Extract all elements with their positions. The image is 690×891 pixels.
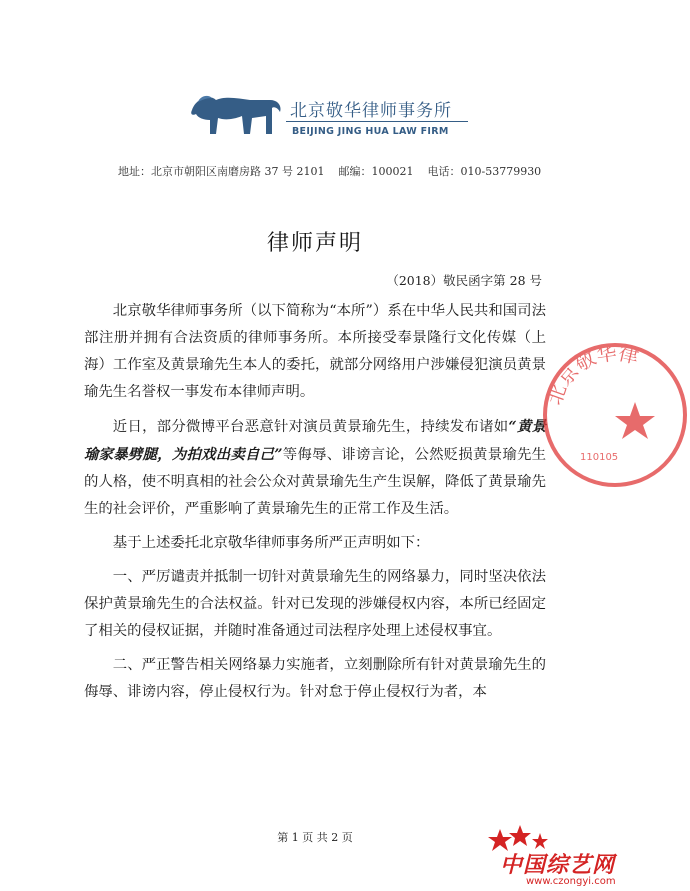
watermark-name: 中国综艺网 [500,853,616,878]
quoted-rumor-text: “黄景瑜家暴劈腿，为拍戏出卖自己” [84,418,546,463]
document-title: 律师声明 [266,231,363,256]
contact-line [118,163,555,179]
firm-name-divider [286,121,468,122]
svg-text:北京敬华律: 北京敬华律 [541,340,642,408]
paragraph-text: 等侮辱、诽谤言论，公然贬损黄景瑜先生的人格，使不明真相的社会公众对黄景瑜先生产生误解，降低了黄景瑜先生的社会评价，严重影响了黄景瑜先生的正常工作及生活。 [84,447,546,517]
paragraph-text: 近日，部分微博平台恶意针对演员黄景瑜先生，持续发布诸如 [112,419,509,435]
paragraph-text: 一、严厉谴责并抵制一切针对黄景瑜先生的网络暴力，同时坚决依法保护黄景瑜先生的合法权益。针对已发现的涉嫌侵权内容，本所已经固定了相关的侵权证据，并随时准备通过司法程序处理上述侵权事宜。 [84,569,546,639]
paragraph-text: 二、严正警告相关网络暴力实施者，立刻删除所有针对黄景瑜先生的侮辱、诽谤内容，停止侵权行为。针对怠于停止侵权行为者，本 [84,657,546,700]
firm-name-cn: 北京敬华律师事务所 [290,101,452,121]
document-body [84,298,546,713]
paragraph-item-2 [84,652,546,706]
lion-logo-icon [186,90,286,142]
paragraph-text: 基于上述委托北京敬华律师事务所严正声明如下： [112,535,430,551]
red-seal-stamp [540,340,690,490]
paragraph-text: 北京敬华律师事务所（以下简称为“本所”）系在中华人民共和国司法部注册并拥有合法资质的律师事务所。本所接受奉景隆行文化传媒（上海）工作室及黄景瑜先生本人的委托，就部分网络用户涉嫌侵犯演员黄景瑜先生名誉权一事发布本律师声明。 [84,303,546,400]
document-number: （2018）敬民函字第 28 号 [386,273,542,288]
paragraph-item-1 [84,564,546,645]
phone-text: 电话：010-53779930 [427,165,542,178]
watermark-url: www.czongyi.com [526,876,616,887]
paragraph-statement-lead [84,530,546,557]
address-text: 地址：北京市朝阳区南磨房路 37 号 2101 [118,165,325,178]
page-number: 第 1 页 共 2 页 [277,831,353,844]
paragraph-background [84,413,546,523]
postcode-text: 邮编：100021 [338,165,414,178]
firm-name-en: BEIJING JING HUA LAW FIRM [292,126,449,137]
paragraph-intro [84,298,546,406]
svg-text:110105: 110105 [580,452,619,463]
